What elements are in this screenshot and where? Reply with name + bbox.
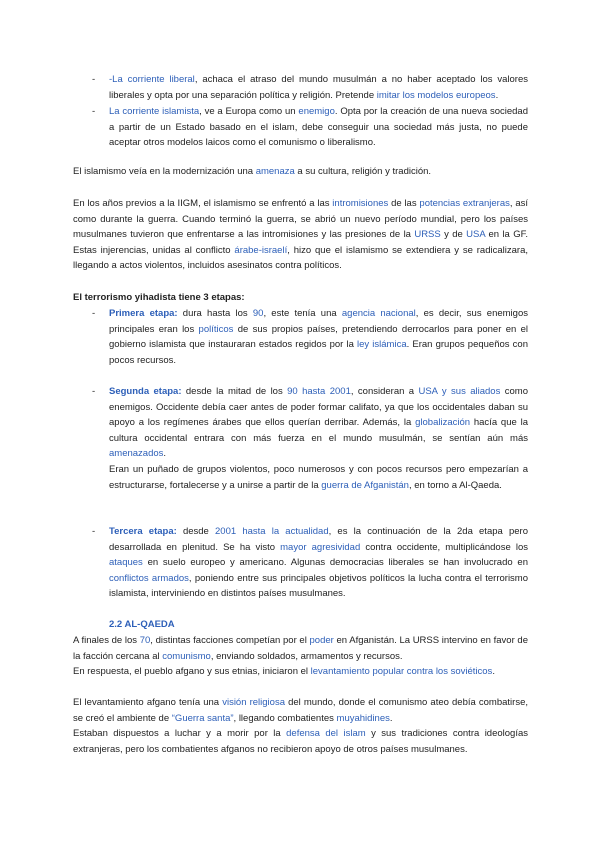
keyword: defensa del islam [286, 728, 366, 739]
keyword: 70 [139, 635, 151, 646]
paragraph-alqaeda-1: A finales de los 70, distintas facciones competían por el poder en Afganistán. La URSS intervino en favor de la facción cercana al comunismo, enviando soldados, armamentos y recursos. [73, 635, 528, 662]
paragraph-alqaeda-2: En respuesta, el pueblo afgano y sus etnias, iniciaron el levantamiento popular contra los soviéticos. [73, 666, 495, 677]
keyword: levantamiento popular contra los soviéticos [310, 666, 493, 677]
section-heading: 2.2 AL-QAEDA [109, 619, 175, 630]
keyword: 90 [252, 308, 264, 319]
keyword: URSS [414, 229, 441, 241]
keyword: La corriente islamista [109, 106, 200, 117]
stage-1: Primera etapa: dura hasta los 90, este tenía una agencia nacional, es decir, sus enemigos principales eran los políticos de sus propios países, pretendiendo derrocarlos para poner en el gobierno islamista que instauraran estados regidos por la ley islámica. Eran grupos pequeños con pocos recursos. [109, 308, 528, 366]
list-dash: - [92, 526, 96, 537]
paragraph-alqaeda-3: El levantamiento afgano tenía una visión religiosa del mundo, donde el comunismo ateo debía combatirse, se creó el ambiente de “Guerra santa”, llegando combatientes muyahidines. [73, 697, 528, 724]
keyword: potencias extranjeras [419, 198, 510, 209]
keyword: mayor agresividad [280, 541, 361, 553]
keyword: USA y sus aliados [418, 386, 501, 397]
stage-label: Segunda etapa: [109, 386, 182, 397]
stage-2-continuation: Eran un puñado de grupos violentos, poco numerosos y con pocos recursos pero empezarían a estructurarse, fortalecerse y a unirse a partir de la guerra de Afganistán, en torno a Al-Qaeda. [109, 464, 528, 491]
keyword: políticos [198, 323, 234, 335]
keyword: enemigo [298, 106, 335, 117]
paragraph-iigm: En los años previos a la IIGM, el islamismo se enfrentó a las intromisiones de las potencias extranjeras, así como durante la guerra. Cuando terminó la guerra, se abrió un nuevo período mundial, pero los países musulmanes tuvieron que enfrentarse a las intromisiones y las presiones de la URSS y de USA en la GF. Estas injerencias, unidas al conflicto árabe-israelí, hizo que el islamismo se extendiera y se radicalizara, llegando a actos violentos, incluidos asesinatos contra políticos. [73, 198, 528, 272]
stage-3: Tercera etapa: desde 2001 hasta la actualidad, es la continuación de la 2da etapa pero desarrollada en plenitud. Se ha visto mayor agresividad contra occidente, multiplicándose los ataques en suelo europeo y americano. Algunas democracias liberales se han involucrado en conflictos armados, poniendo entre sus principales objetivos políticos la lucha contra el terrorismo islamista, interviniendo en distintos países musulmanes. [109, 526, 529, 600]
keyword: imitar los modelos europeos [376, 89, 496, 101]
list-dash: - [92, 386, 96, 397]
list-item-islamista: La corriente islamista, ve a Europa como un enemigo. Opta por la creación de una nueva sociedad a partir de un Estado basado en el islam, debe conseguir una sociedad más justa, no puede aceptar otros modelos laicos como el comunismo o liberalismo. [109, 106, 529, 149]
keyword: 90 hasta 2001 [287, 386, 351, 397]
paragraph-alqaeda-4: Estaban dispuestos a luchar y a morir por la defensa del islam y sus tradiciones contra ideologías extranjeras, pero los combatientes afganos no recibieron apoyo de otros países musulmanes. [73, 728, 529, 755]
keyword: “Guerra santa” [171, 712, 234, 724]
keyword: amenaza [255, 166, 295, 177]
keyword: poder [309, 635, 334, 646]
stages-title: El terrorismo yihadista tiene 3 etapas: [73, 292, 245, 303]
stage-2: Segunda etapa: desde la mitad de los 90 hasta 2001, consideran a USA y sus aliados como enemigos. Occidente debía caer antes de poder formar califato, ya que los occidentales daban su apoyo a los regímenes árabes que ellos querían derribar. Además, la globalización hacía que la cultura occidental entrara con más fuerza en el mundo musulmán, se sentían aún más amenazados. [109, 386, 528, 460]
keyword: USA [466, 229, 486, 241]
stage-label: Tercera etapa: [109, 526, 177, 537]
list-dash: - [92, 106, 96, 117]
keyword: agencia nacional [341, 308, 416, 319]
keyword: intromisiones [332, 198, 389, 209]
keyword: comunismo [162, 650, 211, 662]
keyword: 2001 hasta la actualidad [215, 526, 329, 537]
keyword: árabe-israelí [234, 244, 288, 256]
paragraph-modernizacion: El islamismo veía en la modernización una amenaza a su cultura, religión y tradición. [73, 166, 432, 177]
list-dash: - [92, 308, 96, 319]
keyword: visión religiosa [222, 697, 285, 708]
keyword: conflictos armados [109, 572, 189, 584]
keyword: -La corriente liberal [109, 74, 195, 85]
keyword: ataques [109, 557, 143, 569]
keyword: guerra de Afganistán [321, 479, 409, 491]
keyword: ley islámica [357, 339, 407, 351]
keyword: globalización [415, 417, 471, 429]
keyword: muyahidines [336, 712, 390, 724]
stage-label: Primera etapa: [109, 308, 178, 319]
list-dash: - [92, 74, 96, 85]
keyword: amenazados [109, 448, 164, 460]
list-item-liberal: -La corriente liberal, achaca el atraso del mundo musulmán a no haber aceptado los valores liberales y opta por una separación política y religión. Pretende imitar los modelos europeos. [109, 74, 529, 101]
